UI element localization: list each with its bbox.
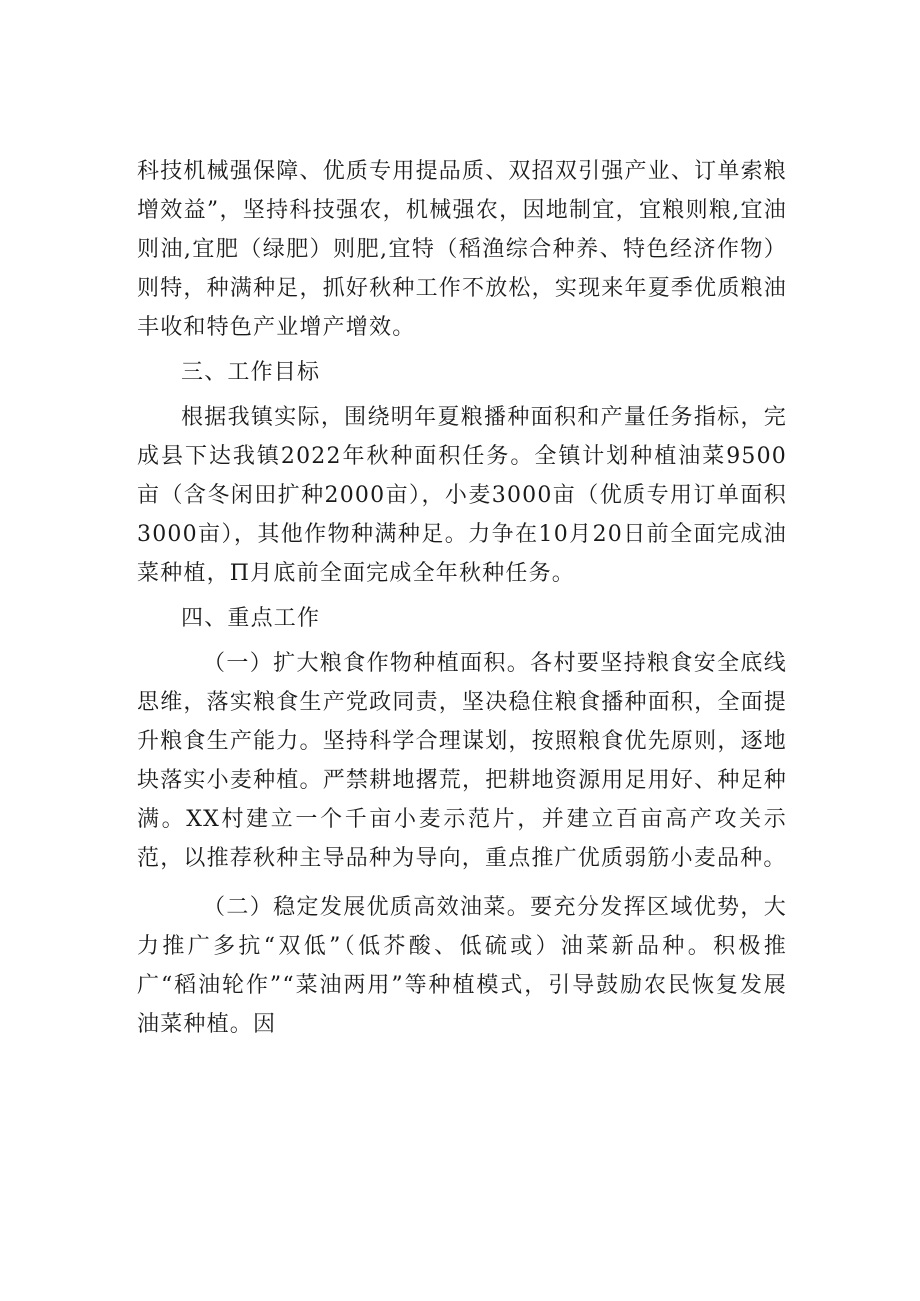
section-4-item-1-paragraph: （一）扩大粮食作物种植面积。各村要坚持粮食安全底线思维，落实粮食生产党政同责，坚决稳住粮食播种面积，全面提升粮食生产能力。坚持科学合理谋划，按照粮食优先原则，逐地块落实小麦种植。严禁耕地撂荒，把耕地资源用足用好、种足种满。XX村建立一个千亩小麦示范片，并建立百亩高产攻关示范，以推荐秋种主导品种为导向，重点推广优质弱筋小麦品种。 <box>137 651 787 871</box>
section-3-body-paragraph: 根据我镇实际，围绕明年夏粮播种面积和产量任务指标，完成县下达我镇2022年秋种面积任务。全镇计划种植油菜9500亩（含冬闲田扩种2000亩），小麦3000亩（优质专用订单面积3000亩），其他作物种满种足。力争在10月20日前全面完成油菜种植，Π月底前全面完成全年秋种任务。 <box>137 405 787 586</box>
spacer <box>137 878 787 888</box>
intro-continuation-paragraph: 科技机械强保障、优质专用提品质、双招双引强产业、订单索粮增效益”，坚持科技强农，机械强农，因地制宜，宜粮则粮,宜油则油,宜肥（绿肥）则肥,宜特（稻渔综合种养、特色经济作物）则特，种满种足，抓好秋种工作不放松，实现来年夏季优质粮油丰收和特色产业增产增效。 <box>137 159 787 340</box>
section-4-item-2-paragraph: （二）稳定发展优质高效油菜。要充分发挥区域优势，大力推广多抗“双低”（低芥酸、低硫或）油菜新品种。积极推广“稻油轮作”“菜油两用”等种植模式，引导鼓励农民恢复发展油菜种植。因 <box>137 895 787 1037</box>
document-page <box>137 152 787 1044</box>
section-4-heading: 四、重点工作 <box>181 606 321 631</box>
section-3-heading: 三、工作目标 <box>181 360 321 385</box>
